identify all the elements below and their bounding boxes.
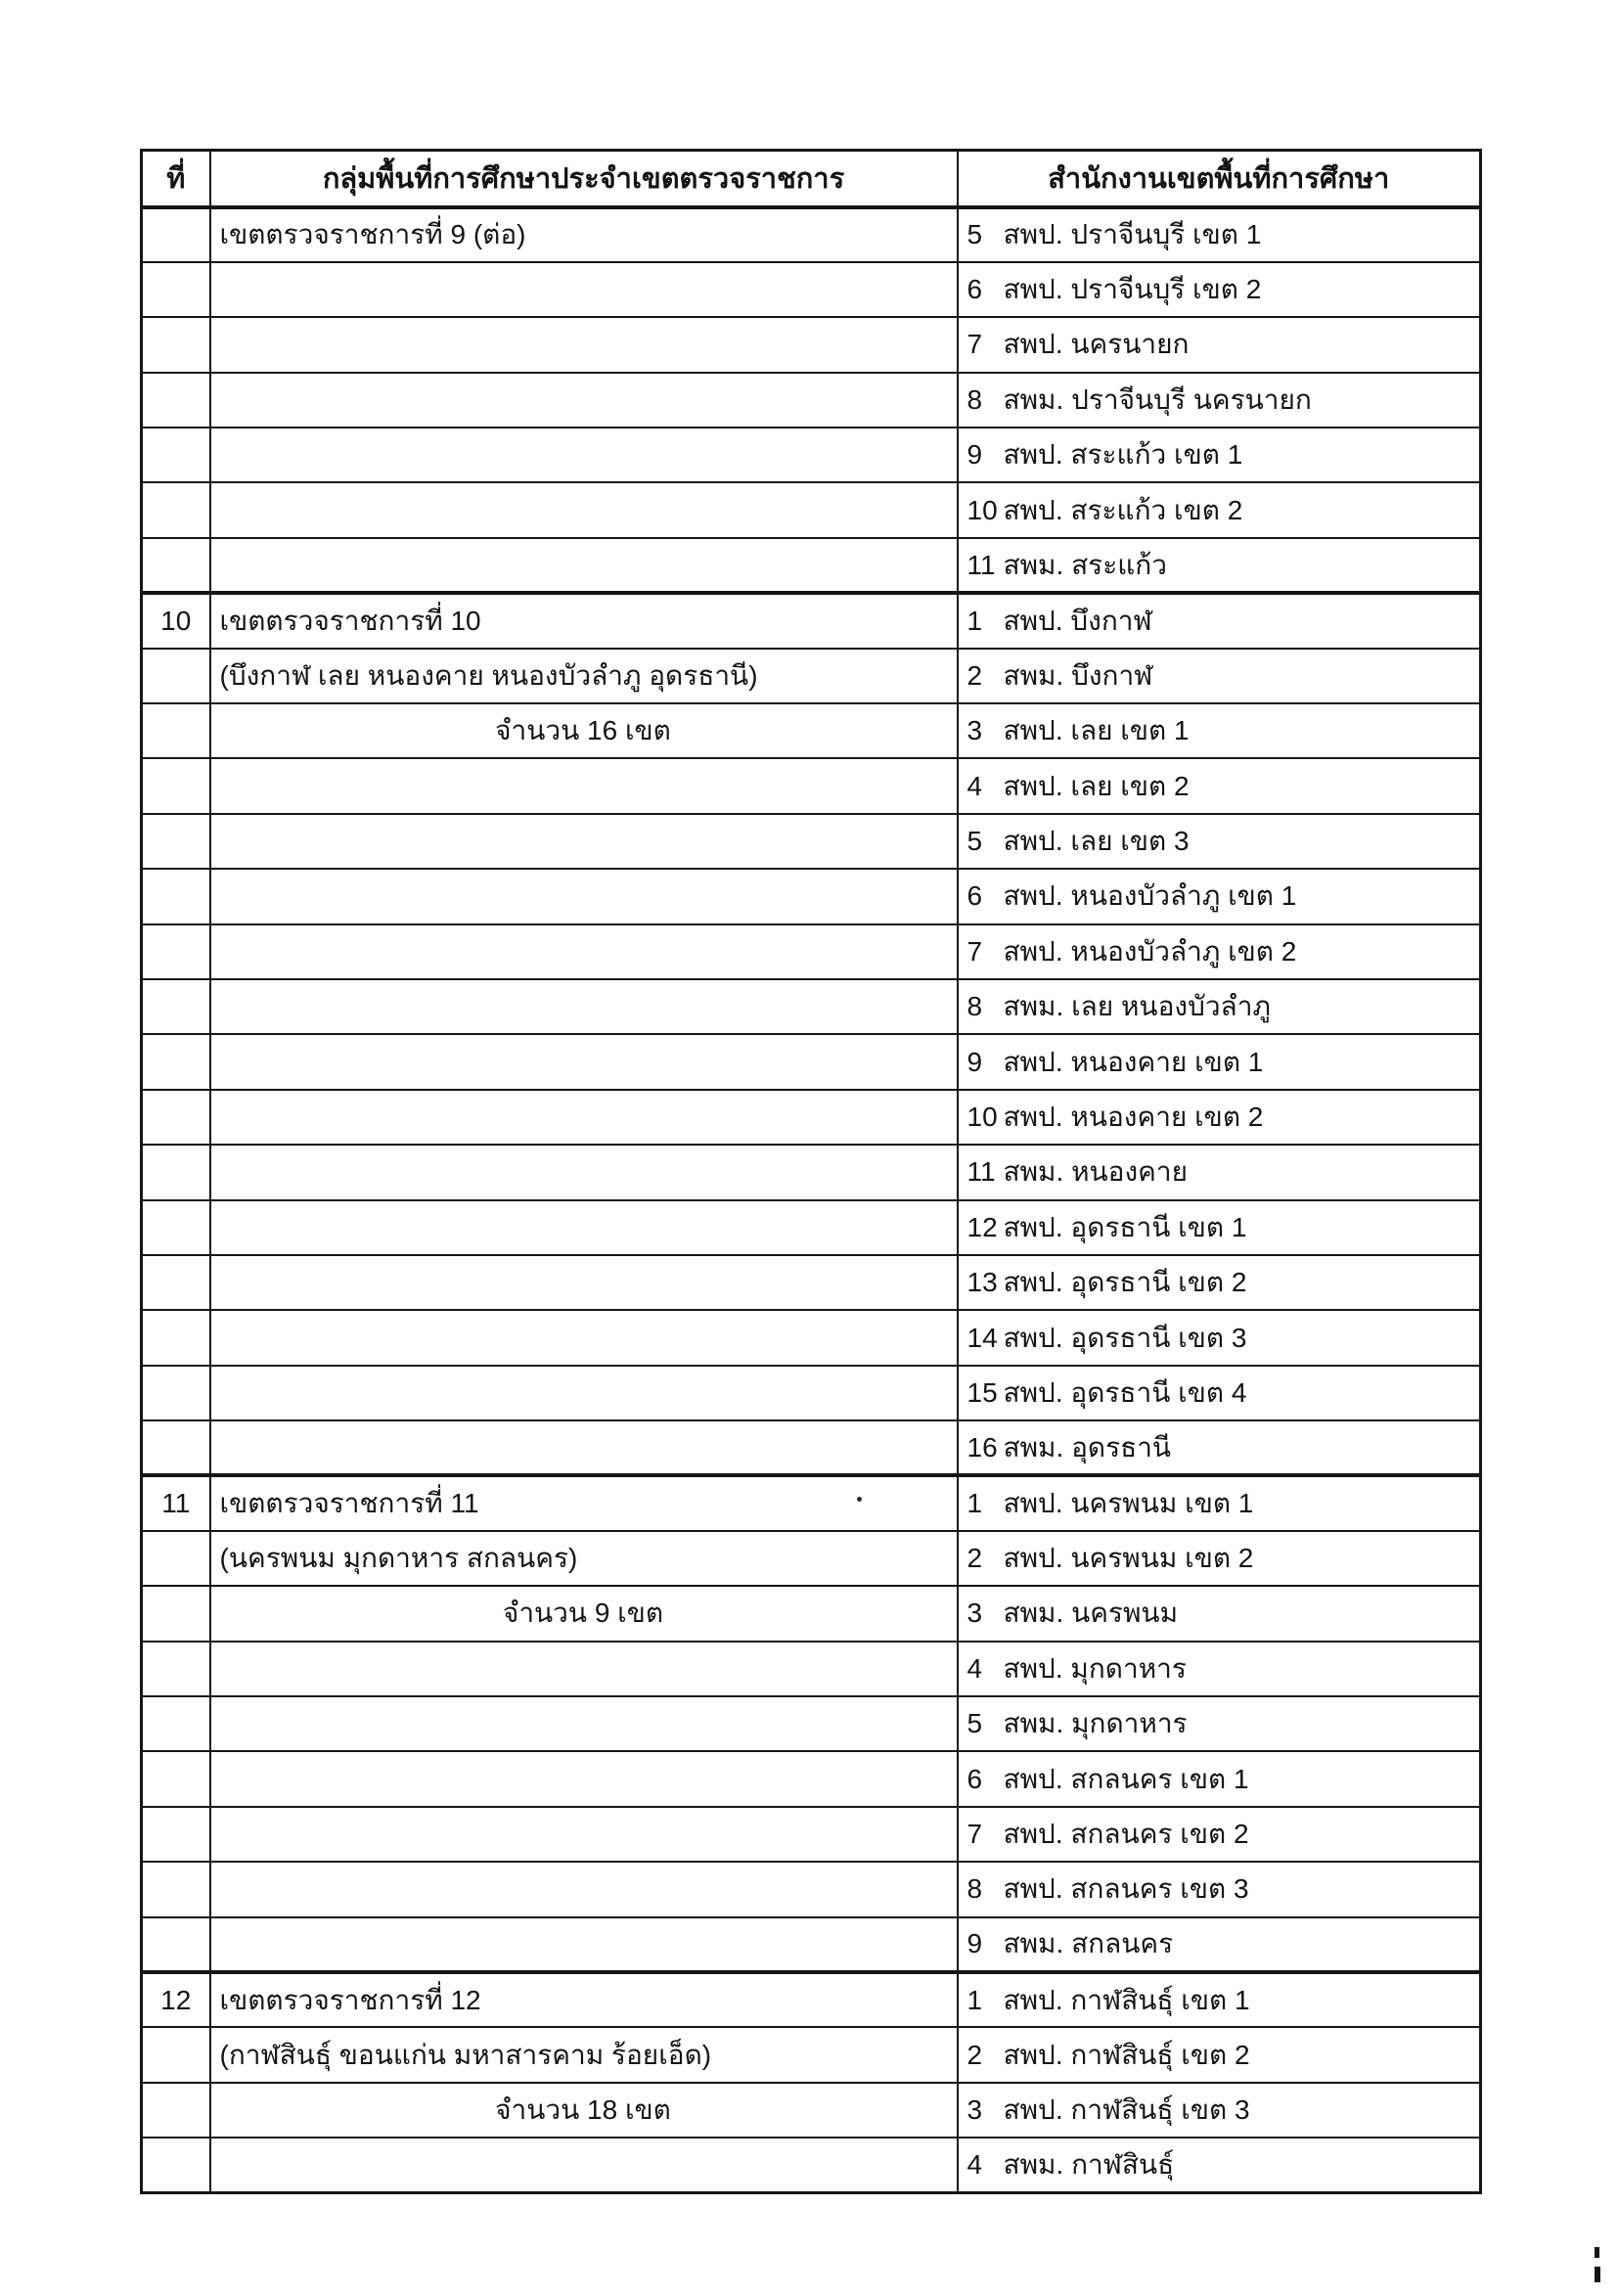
table-row (142, 1310, 1481, 1365)
office-cell (958, 1642, 1481, 1696)
office-cell (958, 428, 1481, 482)
zone-group-cell (210, 1200, 958, 1255)
office-number: 9 (966, 439, 983, 471)
table-row (142, 703, 1481, 758)
office-cell (958, 538, 1481, 593)
office-name: สพม. สระแก้ว (1003, 549, 1167, 580)
office-number: 13 (966, 1267, 998, 1298)
office-number: 2 (966, 2039, 983, 2070)
zone-number-cell (142, 1862, 210, 1916)
office-number: 3 (966, 2093, 983, 2125)
zone-number-cell (142, 1310, 210, 1365)
zone-group-cell (210, 1917, 958, 1972)
office-cell (958, 979, 1481, 1034)
office-cell (958, 1420, 1481, 1475)
table-row (142, 207, 1481, 262)
inspection-zones-table (140, 149, 1482, 2194)
office-cell (958, 1475, 1481, 1530)
office-name: สพป. อุดรธานี เขต 3 (1003, 1322, 1247, 1353)
table-row (142, 2138, 1481, 2192)
office-cell (958, 649, 1481, 703)
zone-number-cell (142, 649, 210, 703)
zone-group-cell (210, 2138, 958, 2192)
zone-number-cell (142, 1200, 210, 1255)
office-number: 15 (966, 1376, 998, 1408)
office-number: 1 (966, 605, 983, 636)
zone-number-cell (142, 317, 210, 372)
zone-number-cell (142, 869, 210, 923)
zone-group-cell: เขตตรวจราชการที่ 9 (ต่อ) (210, 207, 958, 262)
office-cell (958, 1034, 1481, 1089)
table-row (142, 758, 1481, 813)
office-name: สพป. นครพนม เขต 2 (1003, 1543, 1254, 1574)
zone-number-cell (142, 924, 210, 979)
office-number: 8 (966, 383, 983, 415)
office-cell (958, 1366, 1481, 1420)
table-row (142, 1531, 1481, 1586)
office-number: 9 (966, 1928, 983, 1959)
zone-number-cell (142, 1751, 210, 1806)
office-number: 2 (966, 659, 983, 691)
table-row (142, 1862, 1481, 1916)
zone-number-cell (142, 1531, 210, 1586)
office-name: สพป. ปราจีนบุรี เขต 1 (1003, 219, 1262, 250)
zone-number-cell (142, 482, 210, 537)
zone-number-cell (142, 1642, 210, 1696)
zone-group-cell (210, 869, 958, 923)
office-number: 1 (966, 1984, 983, 2015)
table-row (142, 593, 1481, 648)
zone-group-cell (210, 1145, 958, 1199)
office-cell (958, 2027, 1481, 2082)
office-cell (958, 1145, 1481, 1199)
zone-number-cell (142, 262, 210, 317)
office-name: สพม. สกลนคร (1003, 1928, 1174, 1959)
office-cell (958, 1807, 1481, 1862)
zone-number-cell (142, 373, 210, 428)
office-name: สพม. กาฬสินธุ์ (1003, 2149, 1175, 2181)
zone-group-cell (210, 428, 958, 482)
office-name: สพป. สระแก้ว เขต 2 (1003, 494, 1243, 525)
table-body (142, 207, 1481, 2193)
office-number: 7 (966, 329, 983, 360)
zone-group-cell: จำนวน 9 เขต (210, 1586, 958, 1641)
zone-group-cell: (นครพนม มุกดาหาร สกลนคร) (210, 1531, 958, 1586)
table-row (142, 1255, 1481, 1310)
office-name: สพป. เลย เขต 2 (1003, 770, 1190, 801)
office-number: 16 (966, 1431, 998, 1463)
office-number: 10 (966, 1101, 998, 1132)
zone-group-cell (210, 262, 958, 317)
office-name: สพป. กาฬสินธุ์ เขต 1 (1003, 1984, 1250, 2015)
zone-number-cell (142, 207, 210, 262)
zone-number-cell (142, 1586, 210, 1641)
office-number: 7 (966, 1819, 983, 1850)
office-name: สพป. เลย เขต 1 (1003, 715, 1190, 746)
table-row (142, 1200, 1481, 1255)
table-row (142, 1475, 1481, 1530)
office-number: 4 (966, 1652, 983, 1684)
zone-group-cell (210, 1255, 958, 1310)
zone-group-cell (210, 1696, 958, 1751)
office-cell (958, 869, 1481, 923)
zone-group-cell (210, 1034, 958, 1089)
office-name: สพป. หนองคาย เขต 1 (1003, 1046, 1264, 1077)
table-row (142, 1807, 1481, 1862)
office-number: 6 (966, 1763, 983, 1794)
table-row (142, 1696, 1481, 1751)
office-number: 6 (966, 880, 983, 912)
zone-group-cell: (กาฬสินธุ์ ขอนแก่น มหาสารคาม ร้อยเอ็ด) (210, 2027, 958, 2082)
zone-group-cell: เขตตรวจราชการที่ 10 (210, 593, 958, 648)
zone-group-cell (210, 814, 958, 869)
office-number: 5 (966, 219, 983, 250)
table-row (142, 1917, 1481, 1972)
zone-number-cell (142, 1807, 210, 1862)
zone-group-cell (210, 482, 958, 537)
scan-artifact-mark (1595, 2247, 1599, 2258)
office-number: 11 (966, 549, 996, 580)
office-cell (958, 1531, 1481, 1586)
office-cell (958, 2083, 1481, 2138)
table-row (142, 1090, 1481, 1145)
column-header-no: ที่ (142, 151, 210, 207)
office-name: สพป. กาฬสินธุ์ เขต 2 (1003, 2039, 1250, 2070)
office-name: สพป. อุดรธานี เขต 2 (1003, 1267, 1247, 1298)
zone-group-cell (210, 758, 958, 813)
office-name: สพม. หนองคาย (1003, 1156, 1189, 1188)
zone-number-cell: 11 (142, 1475, 210, 1530)
zone-group-cell (210, 538, 958, 593)
zone-group-cell (210, 1807, 958, 1862)
table-header (142, 151, 1481, 207)
office-cell (958, 262, 1481, 317)
office-number: 12 (966, 1211, 998, 1242)
zone-number-cell (142, 703, 210, 758)
header-row (142, 151, 1481, 207)
table-row (142, 262, 1481, 317)
zone-number-cell (142, 2027, 210, 2082)
zone-number-cell (142, 1917, 210, 1972)
zone-group-cell: จำนวน 18 เขต (210, 2083, 958, 2138)
table-row (142, 428, 1481, 482)
table-row (142, 1145, 1481, 1199)
office-name: สพม. เลย หนองบัวลำภู (1003, 991, 1271, 1022)
table-row (142, 2083, 1481, 2138)
office-number: 4 (966, 2149, 983, 2181)
office-name: สพป. ปราจีนบุรี เขต 2 (1003, 274, 1262, 305)
zone-group-cell (210, 373, 958, 428)
office-cell (958, 317, 1481, 372)
zone-group-cell (210, 1420, 958, 1475)
office-cell (958, 593, 1481, 648)
office-name: สพป. นครพนม เขต 1 (1003, 1488, 1254, 1519)
column-header-group: กลุ่มพื้นที่การศึกษาประจำเขตตรวจราชการ (210, 151, 958, 207)
office-name: สพป. อุดรธานี เขต 1 (1003, 1211, 1247, 1242)
office-cell (958, 1917, 1481, 1972)
table-row (142, 1034, 1481, 1089)
office-name: สพป. นครนายก (1003, 329, 1190, 360)
table-row (142, 869, 1481, 923)
table-row (142, 1751, 1481, 1806)
office-cell (958, 2138, 1481, 2192)
zone-number-cell: 12 (142, 1972, 210, 2027)
table-row (142, 1366, 1481, 1420)
table-row (142, 317, 1481, 372)
office-name: สพป. อุดรธานี เขต 4 (1003, 1376, 1247, 1408)
office-name: สพม. บึงกาฬ (1003, 659, 1153, 691)
office-number: 5 (966, 825, 983, 856)
zone-group-cell: จำนวน 16 เขต (210, 703, 958, 758)
office-name: สพป. กาฬสินธุ์ เขต 3 (1003, 2093, 1250, 2125)
table-row (142, 2027, 1481, 2082)
table-row (142, 1586, 1481, 1641)
office-name: สพป. สกลนคร เขต 2 (1003, 1819, 1249, 1850)
office-number: 14 (966, 1322, 998, 1353)
office-number: 3 (966, 1598, 983, 1629)
zone-number-cell (142, 1420, 210, 1475)
office-number: 8 (966, 991, 983, 1022)
table-row (142, 373, 1481, 428)
office-name: สพม. มุกดาหาร (1003, 1708, 1188, 1739)
zone-number-cell (142, 538, 210, 593)
office-cell (958, 1751, 1481, 1806)
office-cell (958, 758, 1481, 813)
office-name: สพป. สกลนคร เขต 3 (1003, 1873, 1249, 1905)
zone-group-cell: (บึงกาฬ เลย หนองคาย หนองบัวลำภู อุดรธานี) (210, 649, 958, 703)
zone-number-cell (142, 2083, 210, 2138)
office-cell (958, 1586, 1481, 1641)
office-number: 4 (966, 770, 983, 801)
office-name: สพป. หนองบัวลำภู เขต 2 (1003, 935, 1297, 967)
office-name: สพป. หนองบัวลำภู เขต 1 (1003, 880, 1297, 912)
zone-number-cell: 10 (142, 593, 210, 648)
office-name: สพป. สระแก้ว เขต 1 (1003, 439, 1243, 471)
table-row (142, 1642, 1481, 1696)
office-name: สพป. บึงกาฬ (1003, 605, 1152, 636)
office-cell (958, 703, 1481, 758)
zone-number-cell (142, 1366, 210, 1420)
office-number: 2 (966, 1543, 983, 1574)
office-cell (958, 1200, 1481, 1255)
office-cell (958, 1972, 1481, 2027)
zone-number-cell (142, 2138, 210, 2192)
zone-group-cell: เขตตรวจราชการที่ 11 (210, 1475, 958, 1530)
zone-number-cell (142, 1696, 210, 1751)
office-number: 5 (966, 1708, 983, 1739)
office-cell (958, 482, 1481, 537)
office-cell (958, 373, 1481, 428)
office-number: 8 (966, 1873, 983, 1905)
office-number: 3 (966, 715, 983, 746)
office-number: 1 (966, 1488, 983, 1519)
zone-number-cell (142, 1145, 210, 1199)
office-number: 7 (966, 935, 983, 967)
zone-group-cell (210, 317, 958, 372)
zone-number-cell (142, 758, 210, 813)
table-row (142, 1972, 1481, 2027)
scan-artifact-dot (857, 1497, 862, 1502)
zone-number-cell (142, 1255, 210, 1310)
office-name: สพป. สกลนคร เขต 1 (1003, 1763, 1249, 1794)
zone-number-cell (142, 979, 210, 1034)
office-name: สพป. มุกดาหาร (1003, 1652, 1187, 1684)
office-cell (958, 1255, 1481, 1310)
zone-group-cell (210, 979, 958, 1034)
zone-group-cell (210, 1090, 958, 1145)
column-header-office: สำนักงานเขตพื้นที่การศึกษา (958, 151, 1481, 207)
office-cell (958, 1696, 1481, 1751)
office-cell (958, 924, 1481, 979)
office-cell (958, 1862, 1481, 1916)
zone-group-cell (210, 924, 958, 979)
zone-group-cell (210, 1751, 958, 1806)
office-name: สพป. หนองคาย เขต 2 (1003, 1101, 1264, 1132)
table-row (142, 924, 1481, 979)
table-row (142, 979, 1481, 1034)
office-cell (958, 814, 1481, 869)
zone-number-cell (142, 1090, 210, 1145)
table-row (142, 649, 1481, 703)
table-row (142, 1420, 1481, 1475)
office-cell (958, 207, 1481, 262)
table-row (142, 538, 1481, 593)
zone-group-cell (210, 1862, 958, 1916)
office-cell (958, 1090, 1481, 1145)
scan-artifact-mark (1595, 2267, 1600, 2282)
office-number: 11 (966, 1156, 996, 1188)
zone-group-cell: เขตตรวจราชการที่ 12 (210, 1972, 958, 2027)
table-row (142, 814, 1481, 869)
office-name: สพม. นครพนม (1003, 1598, 1179, 1629)
zone-group-cell (210, 1310, 958, 1365)
office-name: สพม. ปราจีนบุรี นครนายก (1003, 383, 1312, 415)
zone-number-cell (142, 814, 210, 869)
office-number: 10 (966, 494, 998, 525)
office-cell (958, 1310, 1481, 1365)
office-name: สพม. อุดรธานี (1003, 1431, 1172, 1463)
office-number: 6 (966, 274, 983, 305)
office-name: สพป. เลย เขต 3 (1003, 825, 1190, 856)
zone-number-cell (142, 428, 210, 482)
zone-number-cell (142, 1034, 210, 1089)
office-number: 9 (966, 1046, 983, 1077)
table-row (142, 482, 1481, 537)
zone-group-cell (210, 1366, 958, 1420)
zone-group-cell (210, 1642, 958, 1696)
